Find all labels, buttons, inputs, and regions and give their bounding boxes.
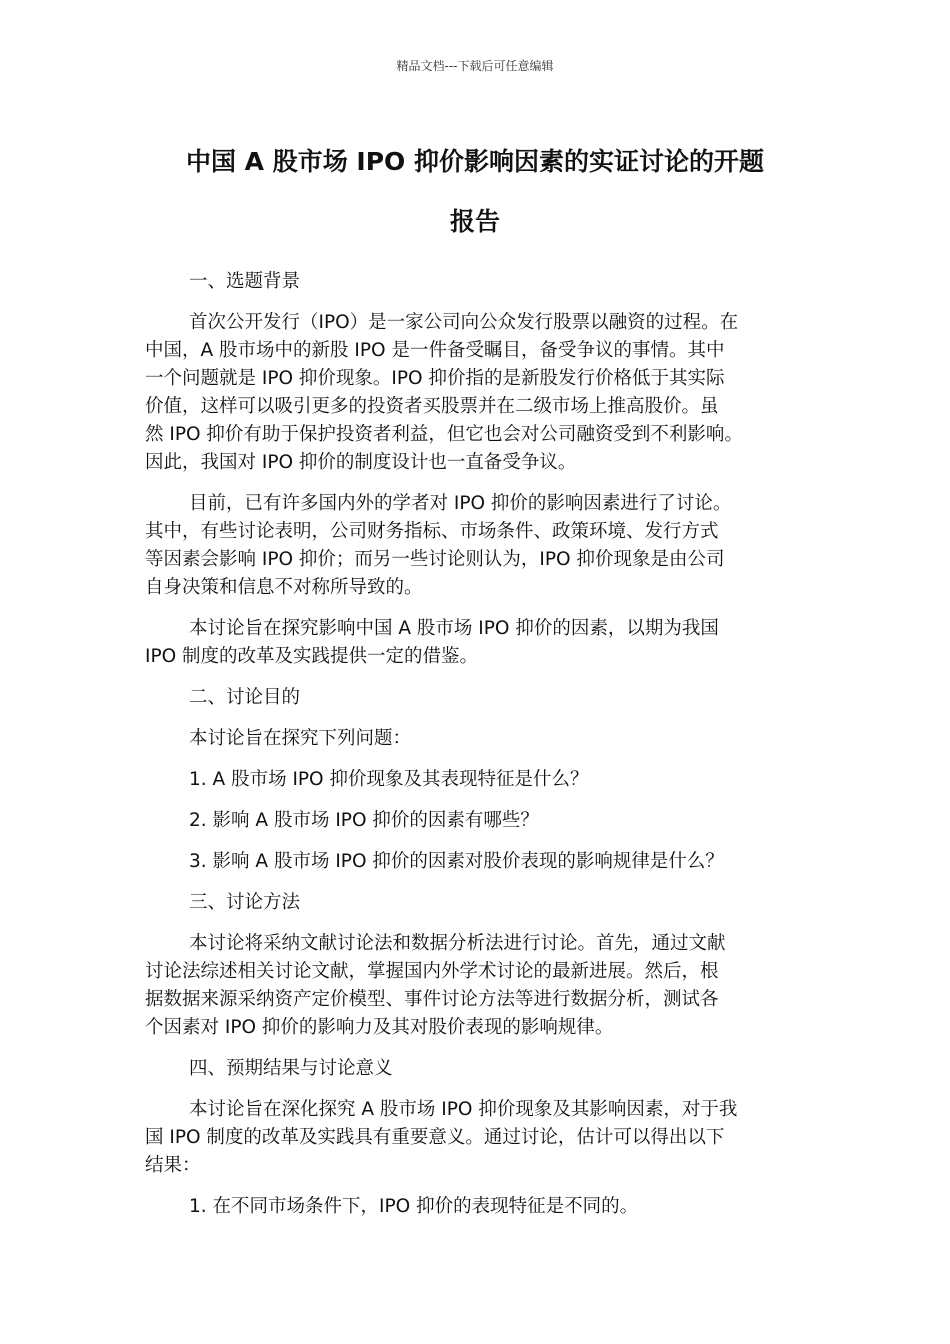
paragraph-line: 价值，这样可以吸引更多的投资者买股票并在二级市场上推高股价。虽 xyxy=(145,396,719,417)
paragraph-background-1 xyxy=(145,309,810,477)
paragraph-purpose-intro: 本讨论旨在探究下列问题： xyxy=(189,728,412,749)
paragraph-line: 等因素会影响 IPO 抑价；而另一些讨论则认为，IPO 抑价现象是由公司 xyxy=(145,549,725,570)
paragraph-line: 一个问题就是 IPO 抑价现象。IPO 抑价指的是新股发行价格低于其实际 xyxy=(145,368,725,389)
paragraph-expected-results xyxy=(145,1096,810,1180)
paragraph-line: 讨论法综述相关讨论文献，掌握国内外学术讨论的最新进展。然后，根 xyxy=(145,961,719,982)
title-line-1: 中国 A 股市场 IPO 抑价影响因素的实证讨论的开题 xyxy=(185,147,765,176)
list-item-question-2: 2. 影响 A 股市场 IPO 抑价的因素有哪些？ xyxy=(189,810,539,831)
section-heading-purpose: 二、讨论目的 xyxy=(189,687,301,708)
section-heading-background: 一、选题背景 xyxy=(189,271,301,292)
paragraph-method xyxy=(145,930,810,1042)
title-line-2: 报告 xyxy=(449,207,500,236)
paragraph-line: IPO 制度的改革及实践提供一定的借鉴。 xyxy=(145,646,479,667)
paragraph-line: 国 IPO 制度的改革及实践具有重要意义。通过讨论，估计可以得出以下 xyxy=(145,1127,725,1148)
section-heading-method: 三、讨论方法 xyxy=(189,892,301,913)
paragraph-line: 本讨论将采纳文献讨论法和数据分析法进行讨论。首先，通过文献 xyxy=(189,933,726,954)
paragraph-line: 因此，我国对 IPO 抑价的制度设计也一直备受争议。 xyxy=(145,452,577,473)
paragraph-line: 中国，A 股市场中的新股 IPO 是一件备受瞩目，备受争议的事情。其中 xyxy=(145,340,725,361)
paragraph-line: 其中，有些讨论表明，公司财务指标、市场条件、政策环境、发行方式 xyxy=(145,521,719,542)
paragraph-line: 本讨论旨在探究影响中国 A 股市场 IPO 抑价的因素，以期为我国 xyxy=(189,618,719,639)
paragraph-line: 然 IPO 抑价有助于保护投资者利益，但它也会对公司融资受到不利影响。 xyxy=(145,424,743,445)
paragraph-background-3 xyxy=(145,615,810,671)
list-item-question-3: 3. 影响 A 股市场 IPO 抑价的因素对股价表现的影响规律是什么？ xyxy=(189,851,724,872)
section-heading-expected-results: 四、预期结果与讨论意义 xyxy=(189,1058,393,1079)
document-body xyxy=(145,268,810,1221)
page-header-note: 精品文档---下载后可任意编辑 xyxy=(396,59,554,73)
paragraph-line: 结果： xyxy=(145,1155,201,1176)
list-item-result-1: 1. 在不同市场条件下，IPO 抑价的表现特征是不同的。 xyxy=(189,1196,639,1217)
paragraph-line: 据数据来源采纳资产定价模型、事件讨论方法等进行数据分析，测试各 xyxy=(145,989,719,1010)
paragraph-line: 本讨论旨在深化探究 A 股市场 IPO 抑价现象及其影响因素，对于我 xyxy=(189,1099,738,1120)
paragraph-background-2 xyxy=(145,490,810,602)
document-title xyxy=(145,132,805,252)
list-item-question-1: 1. A 股市场 IPO 抑价现象及其表现特征是什么？ xyxy=(189,769,589,790)
paragraph-line: 目前，已有许多国内外的学者对 IPO 抑价的影响因素进行了讨论。 xyxy=(189,493,732,514)
paragraph-line: 个因素对 IPO 抑价的影响力及其对股价表现的影响规律。 xyxy=(145,1017,614,1038)
paragraph-line: 自身决策和信息不对称所导致的。 xyxy=(145,577,423,598)
paragraph-line: 首次公开发行（IPO）是一家公司向公众发行股票以融资的过程。在 xyxy=(189,312,739,333)
